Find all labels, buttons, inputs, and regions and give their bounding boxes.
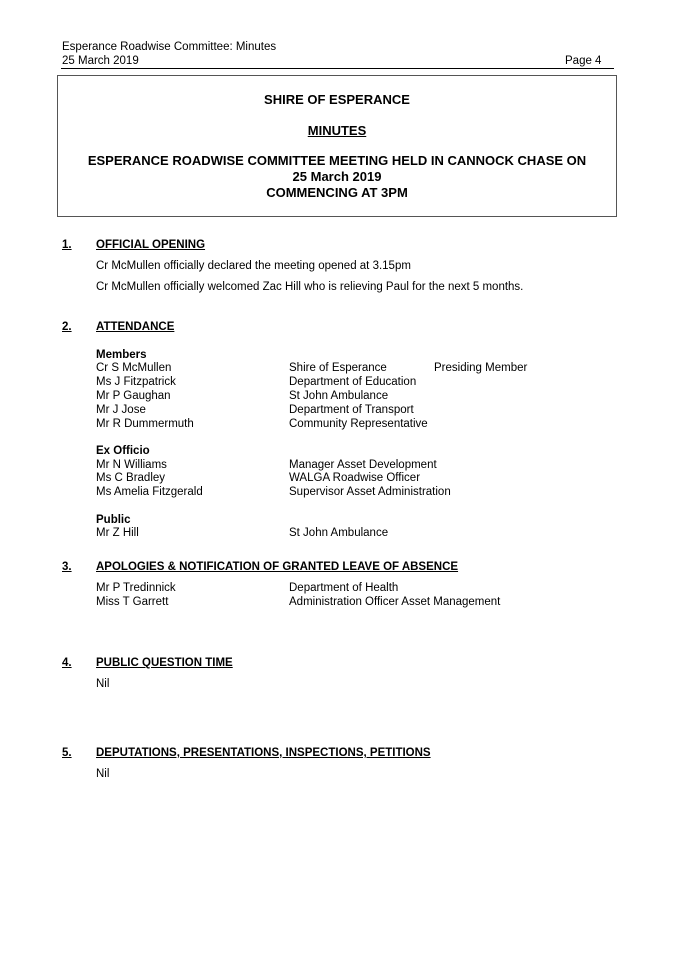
attendee-role: Presiding Member bbox=[434, 362, 528, 374]
section-number: 5. bbox=[62, 747, 72, 759]
attendee-org: Shire of Esperance bbox=[289, 362, 387, 374]
attendee-org: Manager Asset Development bbox=[289, 459, 437, 471]
header-page-number: Page 4 bbox=[565, 55, 602, 67]
attendee-name: Ms J Fitzpatrick bbox=[96, 376, 176, 388]
meeting-time-line: COMMENCING AT 3PM bbox=[266, 185, 408, 200]
header-rule bbox=[61, 68, 614, 69]
attendee-name: Ms C Bradley bbox=[96, 472, 166, 484]
section-number: 4. bbox=[62, 657, 72, 669]
section-number: 3. bbox=[62, 561, 72, 573]
meeting-title-line1: ESPERANCE ROADWISE COMMITTEE MEETING HELD IN CANNOCK CHASE ON bbox=[87, 153, 587, 168]
attendee-org: Department of Transport bbox=[289, 404, 414, 416]
attendee-name: Mr N Williams bbox=[96, 459, 167, 471]
attendee-name: Mr P Gaughan bbox=[96, 390, 171, 402]
attendee-name: Mr R Dummermuth bbox=[96, 418, 194, 430]
title-box bbox=[57, 75, 617, 217]
header-date: 25 March 2019 bbox=[62, 55, 139, 67]
org-title: SHIRE OF ESPERANCE bbox=[264, 92, 410, 107]
meeting-date-line: 25 March 2019 bbox=[292, 169, 382, 184]
attendee-name: Mr J Jose bbox=[96, 404, 146, 416]
section-heading-apologies: APOLOGIES & NOTIFICATION OF GRANTED LEAVE OF ABSENCE bbox=[96, 561, 459, 573]
attendee-org: Supervisor Asset Administration bbox=[289, 486, 451, 498]
section-number: 1. bbox=[62, 239, 72, 251]
attendee-name: Cr S McMullen bbox=[96, 362, 172, 374]
apology-name: Mr P Tredinnick bbox=[96, 582, 176, 594]
group-label-public: Public bbox=[96, 514, 131, 526]
paragraph: Cr McMullen officially declared the meeting opened at 3.15pm bbox=[96, 260, 411, 272]
attendee-org: St John Ambulance bbox=[289, 527, 389, 539]
section-number: 2. bbox=[62, 321, 72, 333]
section-heading-public-question-time: PUBLIC QUESTION TIME bbox=[96, 657, 233, 669]
section-heading-deputations: DEPUTATIONS, PRESENTATIONS, INSPECTIONS, PETITIONS bbox=[96, 747, 431, 759]
group-label-members: Members bbox=[96, 349, 147, 361]
group-label-ex-officio: Ex Officio bbox=[96, 445, 150, 457]
attendee-org: Department of Education bbox=[289, 376, 417, 388]
attendee-org: WALGA Roadwise Officer bbox=[289, 472, 421, 484]
attendee-name: Mr Z Hill bbox=[96, 527, 139, 539]
section-heading-attendance: ATTENDANCE bbox=[96, 321, 175, 333]
attendee-name: Ms Amelia Fitzgerald bbox=[96, 486, 203, 498]
section-text: Nil bbox=[96, 768, 110, 780]
apology-org: Department of Health bbox=[289, 582, 399, 594]
section-heading-official-opening: OFFICIAL OPENING bbox=[96, 239, 206, 251]
apology-name: Miss T Garrett bbox=[96, 596, 169, 608]
paragraph: Cr McMullen officially welcomed Zac Hill who is relieving Paul for the next 5 months. bbox=[96, 281, 524, 293]
apology-org: Administration Officer Asset Management bbox=[289, 596, 501, 608]
attendee-org: Community Representative bbox=[289, 418, 428, 430]
doc-type-title: MINUTES bbox=[307, 123, 367, 138]
section-text: Nil bbox=[96, 678, 110, 690]
header-doc-title: Esperance Roadwise Committee: Minutes bbox=[62, 41, 277, 53]
attendee-org: St John Ambulance bbox=[289, 390, 389, 402]
